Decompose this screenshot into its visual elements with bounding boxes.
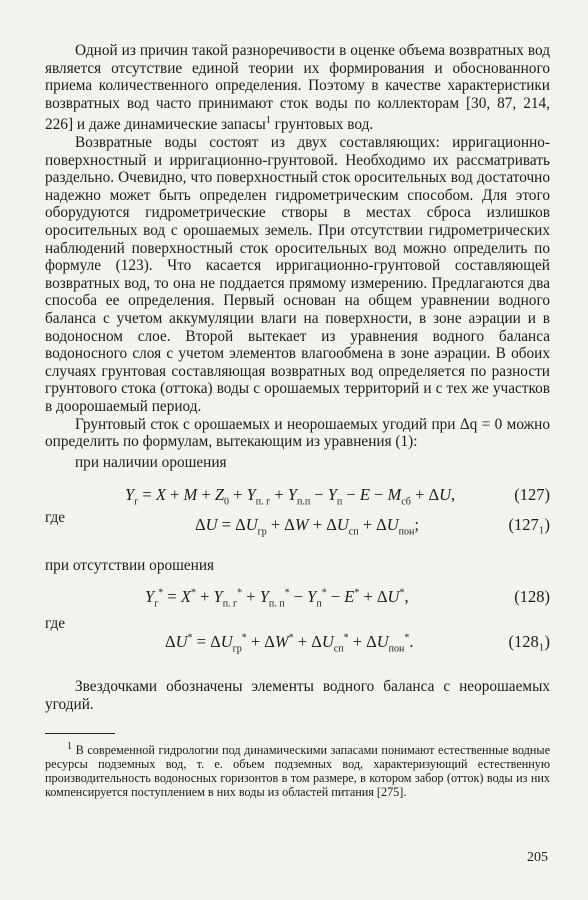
- paragraph-1-tail: грунтовых вод.: [270, 116, 374, 134]
- equation-127-1-body: $\Delta U = \Delta U_{гр} + \Delta W + \Delta U_{сп} + \Delta U_{пон}$;: [195, 514, 419, 538]
- footnote-divider: [45, 733, 115, 734]
- equation-128-body: $Y_г^* = X^* + Y_{п. г}^* + Y_{п. п}^* - Y_п^* - E^* + \Delta U^*$,: [145, 586, 409, 609]
- equation-127-1: [195, 511, 550, 539]
- footnote: [45, 740, 550, 799]
- label-where-1: где: [45, 509, 66, 527]
- paragraph-2: Возвратные воды состоят из двух составляющих: ирригационно-поверхностный и ирригационно-грунтовой. Необходимо их рассматривать раздельно. Очевидно, что поверхностный сток оросительных вод достаточно надежно может быть определен гидрометрическим способом. Для этого оборудуются гидрометрические створы в местах сброса излишков оросительных вод с орошаемых земель. При отсутствии гидрометрических наблюдений поверхностный сток оросительных вод можно определить по формуле (123). Что касается ирригационно-грунтовой составляющей возвратных вод, то она не поддается прямому измерению. Предлагаются два способа ее определения. Первый основан на общем уравнении водного баланса с учетом аккумуляции влаги на поверхности, в зоне аэрации и в водоносном слое. Второй вытекает из уравнения водного баланса водоносного слоя с учетом элементов влагообмена в зоне аэрации. В обоих случаях грунтовая составляющая возвратных вод определяется по разности грунтового стока (оттока) воды с орошаемых территорий и с тех же участков в доорошаемый период.: [45, 134, 550, 415]
- equation-127-number: (127): [514, 485, 550, 505]
- equation-127-1-number: (127₁): [508, 514, 550, 534]
- label-with-irrigation: при наличии орошения: [75, 453, 227, 471]
- label-without-irrigation: при отсутствии орошения: [45, 556, 215, 574]
- paragraph-4: Звездочками обозначены элементы водного баланса с неорошаемых угодий.: [45, 678, 550, 713]
- footnote-text: В современной гидрологии под динамическими запасами понимают естественные водные ресурсы подземных вод, т. е. объем подземных вод, характеризующий естественную производительность водоносных горизонтов в том размере, в котором забор (отток) воды из них компенсируется поступлением в них воды из областей питания [275].: [45, 743, 550, 800]
- equation-128-1-number: (128₁): [508, 632, 550, 652]
- equation-127: [125, 481, 550, 509]
- paragraph-1-text: Одной из причин такой разноречивости в оценке объема возвратных вод является отсутствие единой теории их формирования и обоснованного приема количественного определения. Поэтому в качестве характеристики возвратных вод часто принимают сток воды по коллекторам [30, 87, 214, 226] и даже динамические запасы: [45, 42, 550, 134]
- paragraph-3: Грунтовый сток с орошаемых и неорошаемых угодий при Δq = 0 можно определить по формулам, вытекающим из уравнения (1):: [45, 415, 550, 451]
- footnote-ref[interactable]: 1: [265, 115, 271, 127]
- paragraph-1: [45, 42, 550, 134]
- equation-128-number: (128): [514, 586, 550, 606]
- footnote-mark: 1: [67, 741, 72, 753]
- equation-128-1: [165, 628, 550, 656]
- label-where-2: где: [45, 614, 66, 632]
- page-number: 205: [527, 850, 548, 865]
- equation-128: [145, 583, 550, 611]
- equation-128-1-body: $\Delta U^* = \Delta U_{гр}^* + \Delta W^* + \Delta U_{сп}^* + \Delta U_{пон}^*$.: [165, 632, 414, 655]
- equation-127-body: $Y_г = X + M + Z_0 + Y_{п. г} + Y_{п.п} - Y_п - E - M_{сб} + \Delta U$,: [125, 485, 456, 508]
